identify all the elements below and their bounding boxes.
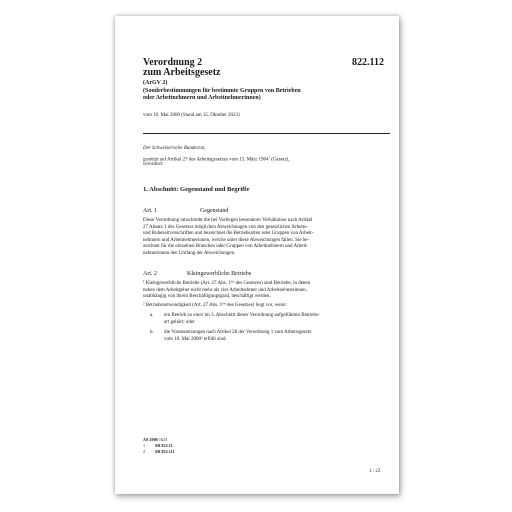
- article-1-line: nehmern und Arbeitnehmerinnen, welche unter diese Abweichungen fallen. Sie be-: [143, 237, 310, 243]
- article-2-para2: ² Betriebsnotwendigkeit (Art. 27 Abs. 1ᵇⁱˢ des Gesetzes) liegt vor, wenn:: [143, 303, 287, 308]
- article-1-line: 27 Absatz 1 des Gesetzes möglichen Abweichungen von den gesetzlichen Arbeits-: [143, 224, 308, 230]
- document-date: vom 10. Mai 2000 (Stand am 15. Oktober 2023): [143, 113, 240, 118]
- article-1-line: Diese Verordnung umschreibt die bei Vorliegen besonderer Verhältnisse nach Artikel: [143, 218, 313, 223]
- footnote-2: [143, 449, 175, 454]
- preamble-line2: [143, 154, 289, 164]
- preamble-line3: verordnet:: [143, 162, 164, 167]
- document-title-line2: zum Arbeitsgesetz: [143, 67, 221, 78]
- footnote-1-link[interactable]: SR 822.11: [155, 443, 173, 448]
- document-abbreviation: (ArGV 2): [143, 80, 168, 86]
- preamble-line2-text: gestützt auf Artikel 27 des Arbeitsgesetzes vom 13. März 1964: [143, 157, 269, 163]
- article-2-para1-line: unabhängig von ihrem Beschäftigungsgrad, beschäftigt werden.: [143, 294, 271, 299]
- preamble-line1: Der Schweizerische Bundesrat,: [143, 146, 206, 151]
- footnote-2-number: 2: [143, 449, 146, 454]
- article-2-para1-line: ¹ Kleingewerbliche Betriebe (Art. 27 Abs. 1ᵇⁱˢ des Gesetzes) sind Betriebe, in denen: [143, 281, 311, 286]
- article-2-para1-line: neben dem Arbeitgeber nicht mehr als vier Arbeitnehmer und Arbeitnehmerinnen,: [143, 287, 307, 293]
- document-subtitle-line1: (Sonderbestimmungen für bestimmte Gruppen von Betrieben: [143, 88, 301, 94]
- preamble-line2-suffix: (Gesetz),: [270, 157, 290, 163]
- list-item-line: art gehört; oder: [164, 319, 195, 325]
- section-heading: 1. Abschnitt: Gegenstand und Begriffe: [143, 186, 250, 193]
- article-2-title: Kleingewerbliche Betriebe: [187, 271, 252, 277]
- list-item-line: vom 10. Mai 2000² erfüllt sind.: [164, 336, 227, 342]
- article-2-number: Art. 2: [143, 271, 157, 277]
- footnote-ref-1[interactable]: 1: [268, 155, 271, 159]
- list-item-line: ein Betrieb zu einer im 3. Abschnitt dieser Verordnung aufgeführten Betriebs-: [164, 313, 320, 318]
- document-title-line1: Verordnung 2: [143, 57, 203, 68]
- list-item-marker: a.: [150, 313, 154, 318]
- footnote-1: [143, 443, 173, 448]
- article-1-line: nehmerinnen den Umfang der Abweichungen.: [143, 250, 236, 256]
- document-page: [115, 16, 399, 494]
- footnote-2-link[interactable]: SR 822.111: [155, 449, 175, 454]
- article-1-line: und Ruhezeitvorschriften und bezeichnet die Betriebsarten oder Gruppen von Arbeit-: [143, 231, 314, 236]
- header-rule: [143, 133, 390, 134]
- article-1-title: Gegenstand: [200, 208, 229, 214]
- as-page: 1623: [158, 437, 168, 442]
- document-subtitle-line2: oder Arbeitnehmern und Arbeitnehmerinnen): [143, 95, 261, 101]
- sr-number: 822.112: [352, 57, 384, 68]
- article-1-number: Art. 1: [143, 208, 157, 214]
- page-number: 1 / 22: [369, 469, 381, 474]
- list-item-marker: b.: [150, 330, 154, 335]
- footnote-1-number: 1: [143, 443, 146, 448]
- list-item-line: die Voraussetzungen nach Artikel 28 der Verordnung 1 zum Arbeitsgesetz: [164, 330, 312, 335]
- as-label: AS 2000: [143, 437, 158, 442]
- as-reference: [143, 437, 167, 442]
- article-1-line: zeichnet für die einzelnen Branchen oder Gruppen von Arbeitnehmern und Arbeit-: [143, 244, 308, 249]
